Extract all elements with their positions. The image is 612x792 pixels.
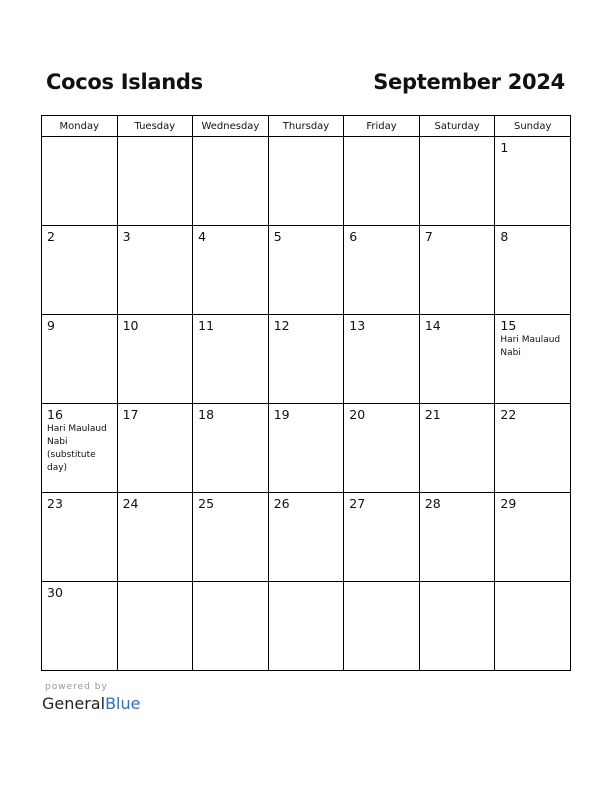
- day-cell: [42, 582, 118, 671]
- day-cell: [495, 137, 571, 226]
- day-number: 7: [424, 229, 433, 244]
- day-cell: [117, 404, 193, 493]
- day-number: [42, 137, 117, 140]
- day-number: 2: [47, 229, 55, 244]
- day-cell: [495, 493, 571, 582]
- day-number: 19: [273, 407, 290, 422]
- week-row: [42, 137, 571, 226]
- day-cell: [117, 582, 193, 671]
- day-number: 29: [500, 496, 517, 511]
- day-cell: [42, 226, 118, 315]
- weekday-wednesday: Wednesday: [193, 116, 269, 137]
- day-number: 10: [122, 318, 139, 333]
- day-number: 9: [47, 318, 55, 333]
- day-cell: [419, 137, 495, 226]
- day-cell: [193, 137, 269, 226]
- day-number: 18: [198, 407, 215, 422]
- day-number: 20: [349, 407, 366, 422]
- day-number: 17: [122, 407, 139, 422]
- day-number: 3: [122, 229, 131, 244]
- day-number: 6: [349, 229, 358, 244]
- day-cell: [344, 493, 420, 582]
- day-cell: [117, 226, 193, 315]
- day-number: [420, 137, 495, 140]
- day-number: [344, 582, 419, 585]
- day-number: 21: [424, 407, 441, 422]
- day-cell: [193, 493, 269, 582]
- weekday-header-row: [42, 116, 571, 137]
- weekday-saturday: Saturday: [419, 116, 495, 137]
- day-number: 25: [198, 496, 215, 511]
- day-cell: [193, 226, 269, 315]
- day-number: 23: [47, 496, 63, 511]
- powered-by-label: powered by: [45, 682, 108, 692]
- day-cell: [193, 582, 269, 671]
- day-number: 26: [273, 496, 290, 511]
- day-cell: [419, 582, 495, 671]
- day-number: 24: [122, 496, 139, 511]
- day-cell: [268, 226, 344, 315]
- day-number: 12: [273, 318, 290, 333]
- day-cell: [344, 582, 420, 671]
- week-row: [42, 493, 571, 582]
- day-cell: [419, 315, 495, 404]
- holiday-label: Hari Maulaud Nabi: [500, 335, 561, 358]
- day-number: 4: [198, 229, 207, 244]
- day-cell: [268, 582, 344, 671]
- day-cell: [193, 315, 269, 404]
- brand-name-part1: General: [42, 694, 106, 713]
- day-number: 1: [500, 140, 509, 155]
- day-cell: [419, 226, 495, 315]
- week-row: [42, 404, 571, 493]
- week-row: [42, 226, 571, 315]
- day-cell: [344, 315, 420, 404]
- day-cell: [42, 137, 118, 226]
- day-number: 27: [349, 496, 366, 511]
- day-number: 28: [424, 496, 441, 511]
- day-number: [269, 582, 344, 585]
- day-number: 15: [500, 318, 517, 333]
- week-row: [42, 582, 571, 671]
- day-number: 5: [273, 229, 282, 244]
- day-cell: [42, 404, 118, 493]
- day-cell: [117, 137, 193, 226]
- weekday-monday: Monday: [42, 116, 118, 137]
- day-cell: [419, 404, 495, 493]
- day-cell: [495, 582, 571, 671]
- day-number: [118, 137, 193, 140]
- day-cell: [268, 493, 344, 582]
- day-number: [420, 582, 495, 585]
- holiday-label: Hari Maulaud Nabi (substitute day): [47, 424, 107, 473]
- weekday-thursday: Thursday: [268, 116, 344, 137]
- brand-name-part2: Blue: [105, 694, 141, 713]
- day-cell: [42, 493, 118, 582]
- day-cell: [117, 493, 193, 582]
- region-title: Cocos Islands: [46, 70, 203, 94]
- day-number: [269, 137, 344, 140]
- month-year-title: September 2024: [373, 70, 565, 94]
- day-cell: [344, 226, 420, 315]
- day-number: 22: [500, 407, 517, 422]
- day-number: 11: [198, 318, 215, 333]
- weekday-sunday: Sunday: [495, 116, 571, 137]
- day-cell: [495, 404, 571, 493]
- day-cell: [268, 137, 344, 226]
- day-number: [193, 137, 268, 140]
- day-cell: [344, 404, 420, 493]
- day-cell: [419, 493, 495, 582]
- day-number: 16: [47, 407, 63, 422]
- day-number: [344, 137, 419, 140]
- day-number: [495, 582, 570, 585]
- day-number: [193, 582, 268, 585]
- day-cell: [42, 315, 118, 404]
- day-cell: [268, 404, 344, 493]
- day-number: [118, 582, 193, 585]
- day-cell: [193, 404, 269, 493]
- day-number: 13: [349, 318, 366, 333]
- day-number: 30: [47, 585, 63, 600]
- day-number: 14: [424, 318, 441, 333]
- generalblue-logo[interactable]: [42, 694, 140, 713]
- day-cell: [344, 137, 420, 226]
- week-row: [42, 315, 571, 404]
- weekday-tuesday: Tuesday: [117, 116, 193, 137]
- day-cell: [117, 315, 193, 404]
- day-cell: [495, 226, 571, 315]
- day-number: 8: [500, 229, 509, 244]
- weekday-friday: Friday: [344, 116, 420, 137]
- day-cell: [495, 315, 571, 404]
- calendar-grid: [41, 115, 571, 671]
- day-cell: [268, 315, 344, 404]
